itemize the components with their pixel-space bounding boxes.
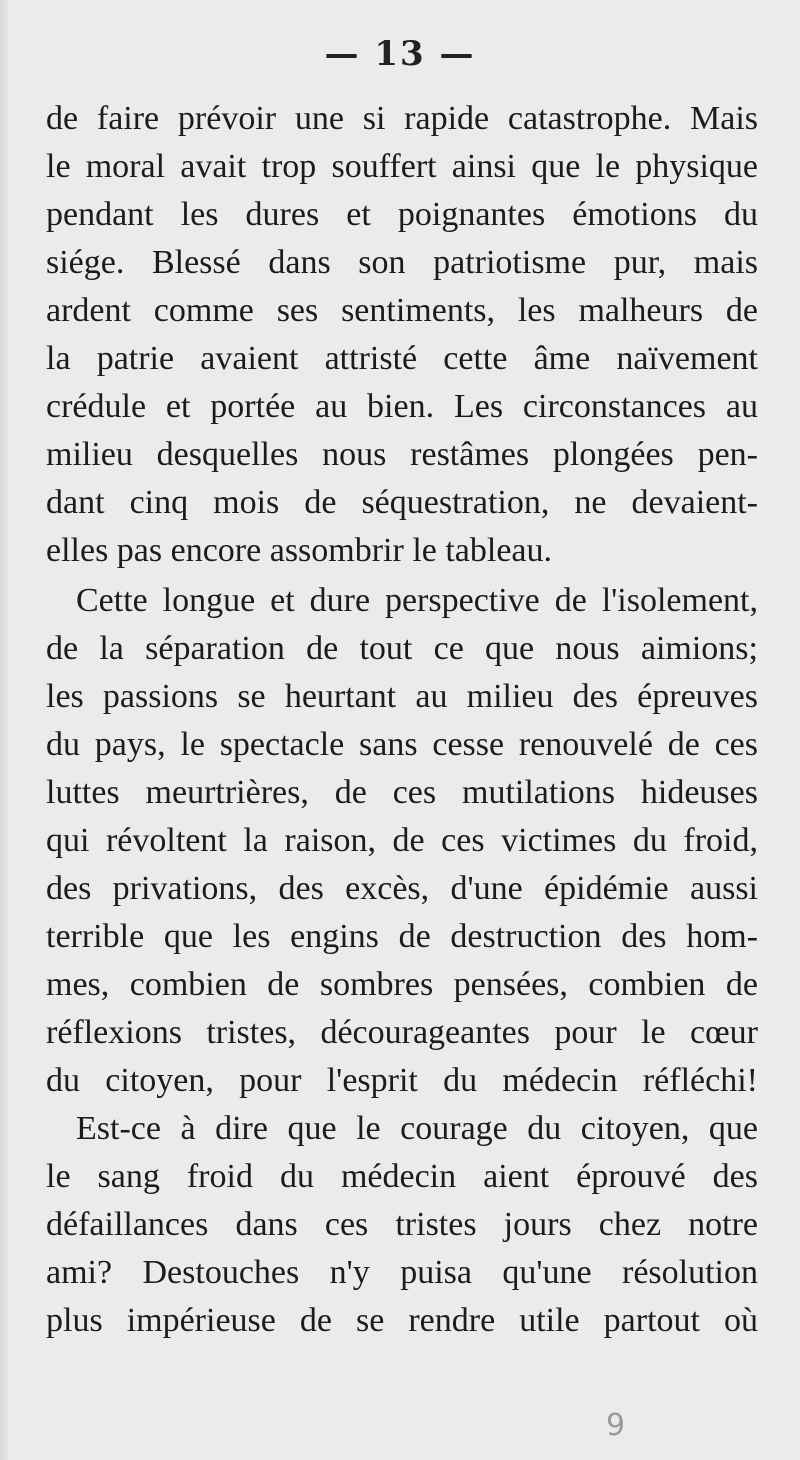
text-line-24: défaillances dans ces tristes jours chez notre — [46, 1206, 758, 1243]
text-line-1: de faire prévoir une si rapide catastrophe. Mais — [46, 100, 758, 137]
page-edge-shadow — [0, 0, 10, 1460]
text-line-20: réflexions tristes, décourageantes pour le cœur — [46, 1014, 758, 1051]
text-line-8: milieu desquelles nous restâmes plongées pen- — [46, 436, 758, 473]
text-line-5: ardent comme ses sentiments, les malheurs de — [46, 292, 758, 329]
text-line-22: Est-ce à dire que le courage du citoyen, que — [76, 1110, 758, 1147]
text-line-2: le moral avait trop souffert ainsi que le physique — [46, 148, 758, 185]
text-line-12: de la séparation de tout ce que nous aimions; — [46, 630, 758, 667]
text-line-17: des privations, des excès, d'une épidémie aussi — [46, 870, 758, 907]
text-line-15: luttes meurtrières, de ces mutilations hideuses — [46, 774, 758, 811]
text-line-6: la patrie avaient attristé cette âme naïvement — [46, 340, 758, 377]
text-line-11: Cette longue et dure perspective de l'isolement, — [76, 582, 758, 619]
text-line-10: elles pas encore assombrir le tableau. — [46, 532, 553, 569]
text-line-7: crédule et portée au bien. Les circonstances au — [46, 388, 758, 425]
text-line-4: siége. Blessé dans son patriotisme pur, mais — [46, 244, 758, 281]
text-line-25: ami? Destouches n'y puisa qu'une résolution — [46, 1254, 758, 1291]
text-line-18: terrible que les engins de destruction des hom- — [46, 918, 758, 955]
text-line-21: du citoyen, pour l'esprit du médecin réfléchi! — [46, 1062, 758, 1099]
text-line-19: mes, combien de sombres pensées, combien de — [46, 966, 758, 1003]
text-line-3: pendant les dures et poignantes émotions du — [46, 196, 758, 233]
text-line-26: plus impérieuse de se rendre utile partout où — [46, 1302, 758, 1339]
pencil-page-mark: 9 — [606, 1408, 626, 1443]
text-line-23: le sang froid du médecin aient éprouvé des — [46, 1158, 758, 1195]
page-number: — 13 — — [324, 34, 476, 74]
text-line-9: dant cinq mois de séquestration, ne devaient- — [46, 484, 758, 521]
text-line-13: les passions se heurtant au milieu des épreuves — [46, 678, 758, 715]
text-line-14: du pays, le spectacle sans cesse renouvelé de ces — [46, 726, 758, 763]
text-line-16: qui révoltent la raison, de ces victimes du froid, — [46, 822, 758, 859]
